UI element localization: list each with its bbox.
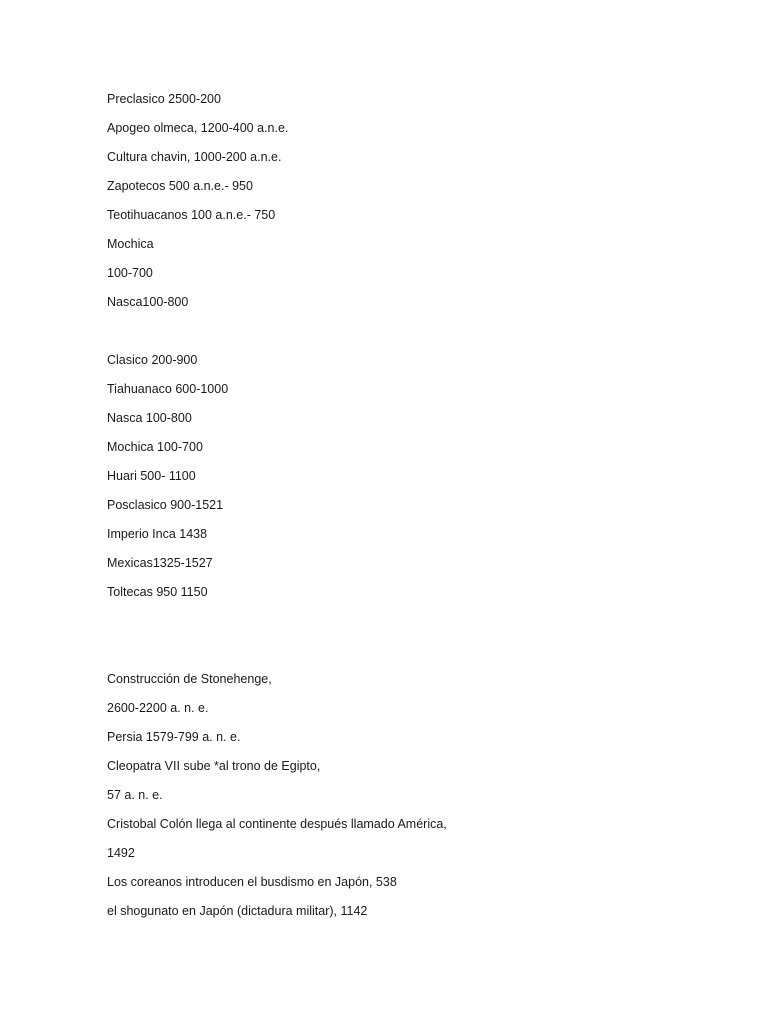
text-line-teotihuacanos: Teotihuacanos 100 a.n.e.- 750 [107, 208, 276, 222]
text-line-olmeca: Apogeo olmeca, 1200-400 a.n.e. [107, 121, 289, 135]
text-line-toltecas: Toltecas 950 1150 [107, 585, 208, 599]
text-line-cleopatra-date: 57 a. n. e. [107, 788, 163, 802]
text-line-zapotecos: Zapotecos 500 a.n.e.- 950 [107, 179, 253, 193]
text-line-budismo: Los coreanos introducen el busdismo en Japón, 538 [107, 875, 397, 889]
text-line-stonehenge: Construcción de Stonehenge, [107, 672, 272, 686]
text-line-cleopatra: Cleopatra VII sube *al trono de Egipto, [107, 759, 321, 773]
text-line-mochica-dates: 100-700 [107, 266, 153, 280]
text-line-inca: Imperio Inca 1438 [107, 527, 208, 541]
text-line-mochica-2: Mochica 100-700 [107, 440, 203, 454]
paragraph-spacer [107, 323, 707, 340]
paragraph-spacer [107, 613, 707, 659]
text-line-chavin: Cultura chavin, 1000-200 a.n.e. [107, 150, 282, 164]
text-line-nasca-2: Nasca 100-800 [107, 411, 192, 425]
text-line-preclasico: Preclasico 2500-200 [107, 92, 221, 106]
text-line-mochica: Mochica [107, 237, 154, 251]
text-line-posclasico: Posclasico 900-1521 [107, 498, 224, 512]
text-line-clasico: Clasico 200-900 [107, 353, 198, 367]
text-line-mexicas: Mexicas1325-1527 [107, 556, 213, 570]
text-line-colon-date: 1492 [107, 846, 135, 860]
text-line-shogunato: el shogunato en Japón (dictadura militar), 1142 [107, 904, 368, 918]
text-line-huari: Huari 500- 1100 [107, 469, 196, 483]
text-line-tiahuanaco: Tiahuanaco 600-1000 [107, 382, 229, 396]
text-line-stonehenge-dates: 2600-2200 a. n. e. [107, 701, 209, 715]
text-line-persia: Persia 1579-799 a. n. e. [107, 730, 241, 744]
text-line-nasca: Nasca100-800 [107, 295, 189, 309]
document-body [107, 91, 707, 932]
text-line-colon: Cristobal Colón llega al continente después llamado América, [107, 817, 447, 831]
